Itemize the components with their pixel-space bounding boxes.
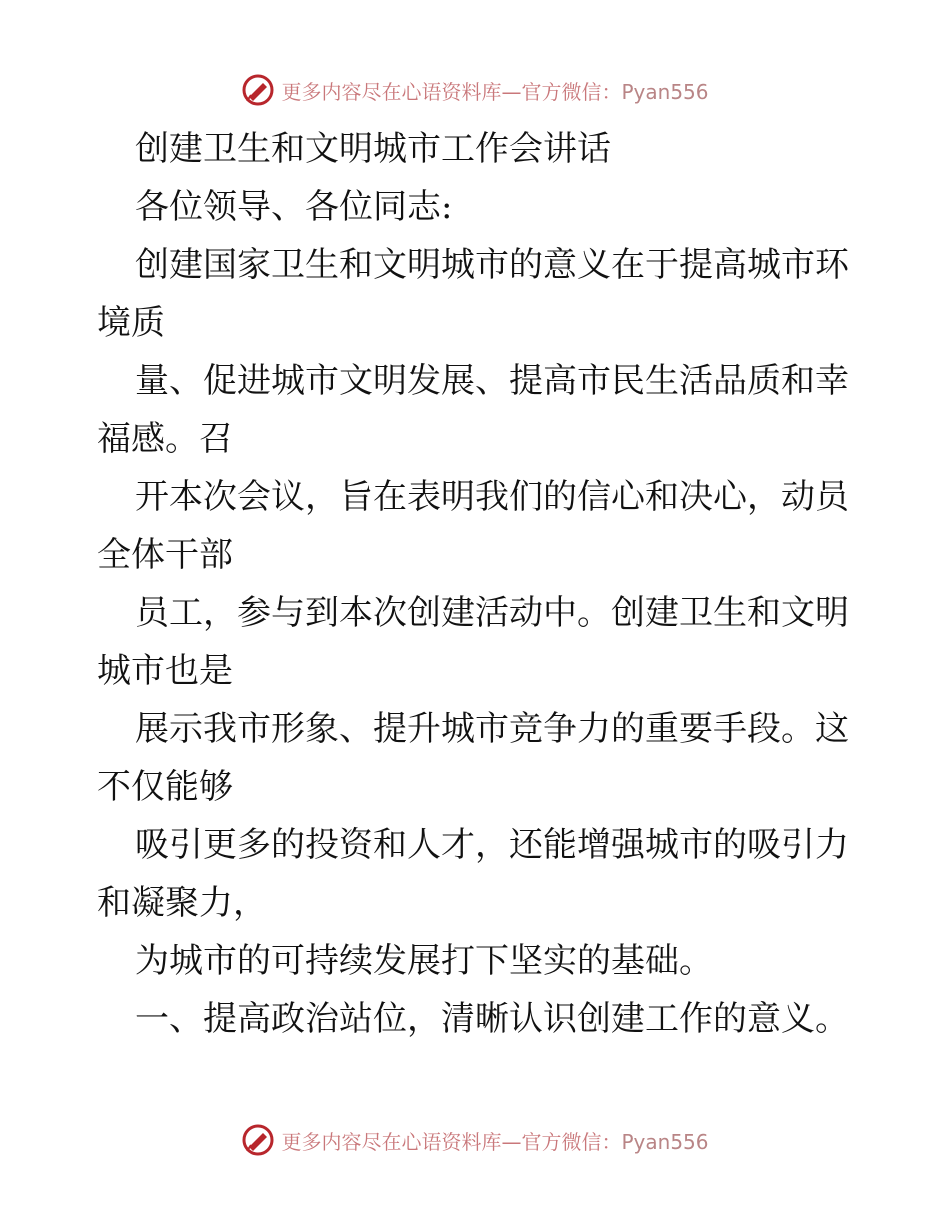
- document-line: 量、促进城市文明发展、提高市民生活品质和幸: [135, 361, 849, 401]
- footer-banner-prefix: 更多内容尽在心语资料库—官方微信：: [281, 1129, 622, 1154]
- header-banner-id: Pyan556: [621, 79, 709, 104]
- document-line: 创建卫生和文明城市工作会讲话: [135, 129, 611, 169]
- document-line: 开本次会议，旨在表明我们的信心和决心，动员: [135, 477, 849, 517]
- footer-banner-id: Pyan556: [621, 1129, 709, 1154]
- document-line: 各位领导、各位同志:: [135, 187, 453, 227]
- pen-circle-logo-icon: [241, 1123, 275, 1157]
- document-line: 和凝聚力，: [97, 883, 267, 923]
- document-line: 创建国家卫生和文明城市的意义在于提高城市环: [135, 245, 849, 285]
- document-line: 一、提高政治站位，清晰认识创建工作的意义。: [135, 999, 849, 1039]
- pen-circle-logo-icon: [241, 73, 275, 107]
- document-line: 全体干部: [97, 535, 233, 575]
- document-line: 员工，参与到本次创建活动中。创建卫生和文明: [135, 593, 849, 633]
- footer-banner-inner[interactable]: [241, 1123, 708, 1157]
- header-banner: [0, 70, 950, 110]
- header-banner-inner[interactable]: [241, 73, 708, 107]
- document-line: 城市也是: [97, 651, 233, 691]
- header-banner-text: [281, 76, 708, 105]
- document-line: 境质: [97, 303, 165, 343]
- footer-banner: [0, 1120, 950, 1160]
- document-line: 福感。召: [97, 419, 233, 459]
- footer-banner-text: [281, 1126, 708, 1155]
- header-banner-prefix: 更多内容尽在心语资料库—官方微信：: [281, 79, 622, 104]
- document-line: 不仅能够: [97, 767, 233, 807]
- document-line: 吸引更多的投资和人才，还能增强城市的吸引力: [135, 825, 849, 865]
- document-body: [97, 120, 857, 1048]
- document-line: 展示我市形象、提升城市竞争力的重要手段。这: [135, 709, 849, 749]
- document-line: 为城市的可持续发展打下坚实的基础。: [135, 941, 713, 981]
